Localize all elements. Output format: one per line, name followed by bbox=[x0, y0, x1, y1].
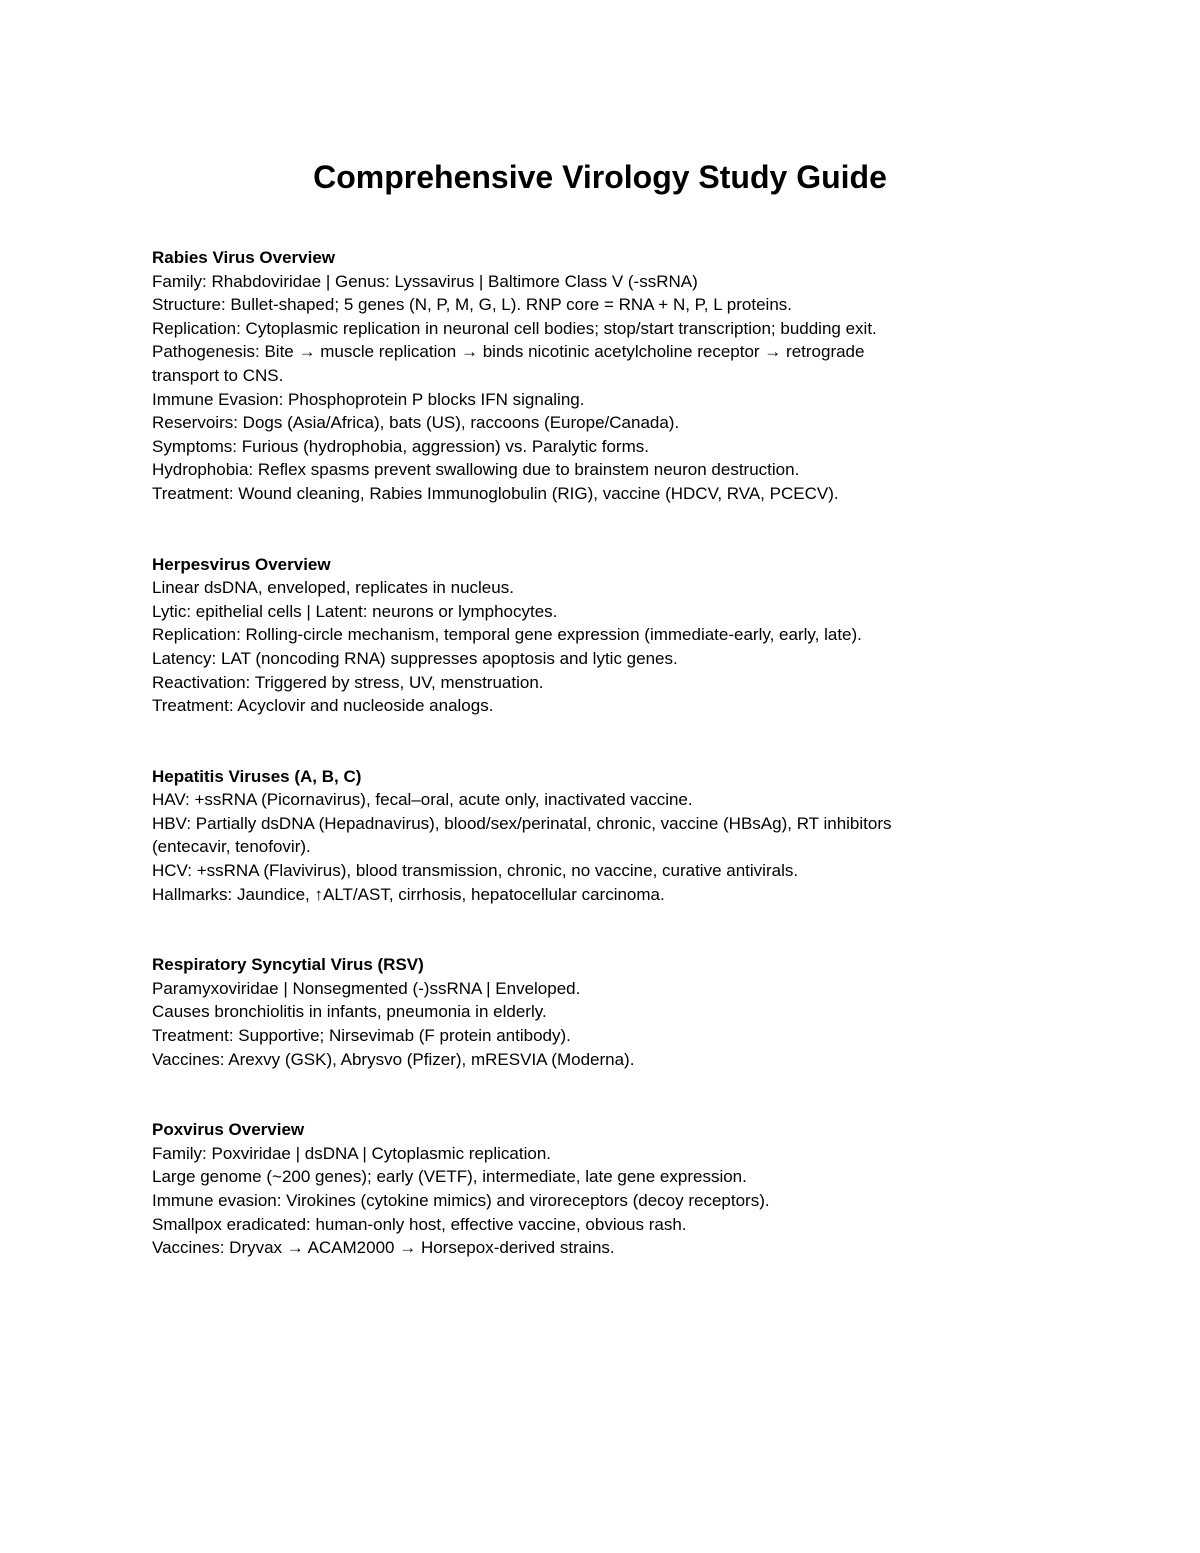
section bbox=[152, 246, 1032, 506]
section-text-line: HCV: +ssRNA (Flavivirus), blood transmission, chronic, no vaccine, curative antivirals. bbox=[152, 861, 799, 881]
section-heading: Poxvirus Overview bbox=[152, 1120, 305, 1140]
section-text-line: Replication: Cytoplasmic replication in neuronal cell bodies; stop/start transcription; budding exit. bbox=[152, 318, 877, 338]
section-text-line: Pathogenesis: Bite → muscle replication → binds nicotinic acetylcholine receptor → retrograde bbox=[152, 342, 865, 362]
section-text-line: Hydrophobia: Reflex spasms prevent swallowing due to brainstem neuron destruction. bbox=[152, 460, 800, 480]
section bbox=[152, 765, 1032, 907]
section-text-line: Vaccines: Arexvy (GSK), Abrysvo (Pfizer), mRESVIA (Moderna). bbox=[152, 1049, 635, 1069]
document-title: Comprehensive Virology Study Guide bbox=[313, 159, 887, 195]
section-text-line: Structure: Bullet-shaped; 5 genes (N, P, M, G, L). RNP core = RNA + N, P, L proteins. bbox=[152, 295, 793, 315]
section-text-line: Linear dsDNA, enveloped, replicates in nucleus. bbox=[152, 578, 514, 598]
section bbox=[152, 553, 1032, 718]
section-text-line: HBV: Partially dsDNA (Hepadnavirus), blood/sex/perinatal, chronic, vaccine (HBsAg), RT inhibitors bbox=[152, 813, 892, 833]
section-text-line: Reactivation: Triggered by stress, UV, menstruation. bbox=[152, 672, 544, 692]
section-text-line: (entecavir, tenofovir). bbox=[152, 837, 311, 857]
section-text-line: Latency: LAT (noncoding RNA) suppresses apoptosis and lytic genes. bbox=[152, 648, 678, 668]
section-text-line: Immune evasion: Virokines (cytokine mimics) and viroreceptors (decoy receptors). bbox=[152, 1191, 770, 1210]
section-text-line: Paramyxoviridae | Nonsegmented (-)ssRNA | Enveloped. bbox=[152, 978, 581, 998]
section-heading: Respiratory Syncytial Virus (RSV) bbox=[152, 955, 424, 975]
section-text-line: Lytic: epithelial cells | Latent: neurons or lymphocytes. bbox=[152, 601, 558, 621]
section-text-line: HAV: +ssRNA (Picornavirus), fecal–oral, acute only, inactivated vaccine. bbox=[152, 790, 693, 810]
section-text-line: Treatment: Supportive; Nirsevimab (F protein antibody). bbox=[152, 1026, 571, 1046]
section bbox=[152, 953, 1032, 1071]
section-text-line: Immune Evasion: Phosphoprotein P blocks IFN signaling. bbox=[152, 389, 585, 409]
section-text-line: Treatment: Wound cleaning, Rabies Immunoglobulin (RIG), vaccine (HDCV, RVA, PCECV). bbox=[152, 483, 839, 503]
section-text-line: Reservoirs: Dogs (Asia/Africa), bats (US), raccoons (Europe/Canada). bbox=[152, 413, 680, 433]
section-text-line: Causes bronchiolitis in infants, pneumonia in elderly. bbox=[152, 1002, 547, 1022]
document-body bbox=[152, 246, 1032, 1307]
section-heading: Rabies Virus Overview bbox=[152, 248, 336, 267]
section-text-line: Replication: Rolling-circle mechanism, temporal gene expression (immediate-early, early, late). bbox=[152, 625, 862, 645]
section-text-line: Treatment: Acyclovir and nucleoside analogs. bbox=[152, 696, 494, 716]
section bbox=[152, 1118, 1032, 1260]
section-text-line: Symptoms: Furious (hydrophobia, aggression) vs. Paralytic forms. bbox=[152, 436, 649, 456]
section-text-line: Family: Rhabdoviridae | Genus: Lyssavirus | Baltimore Class V (-ssRNA) bbox=[152, 271, 698, 291]
section-heading: Herpesvirus Overview bbox=[152, 554, 331, 574]
section-text-line: transport to CNS. bbox=[152, 365, 284, 385]
section-text-line: Vaccines: Dryvax → ACAM2000 → Horsepox-derived strains. bbox=[152, 1238, 615, 1258]
section-text-line: Smallpox eradicated: human-only host, effective vaccine, obvious rash. bbox=[152, 1214, 687, 1234]
section-text-line: Large genome (~200 genes); early (VETF), intermediate, late gene expression. bbox=[152, 1167, 747, 1187]
section-text-line: Hallmarks: Jaundice, ↑ALT/AST, cirrhosis, hepatocellular carcinoma. bbox=[152, 884, 665, 904]
section-heading: Hepatitis Viruses (A, B, C) bbox=[152, 766, 362, 786]
section-text-line: Family: Poxviridae | dsDNA | Cytoplasmic replication. bbox=[152, 1143, 552, 1163]
